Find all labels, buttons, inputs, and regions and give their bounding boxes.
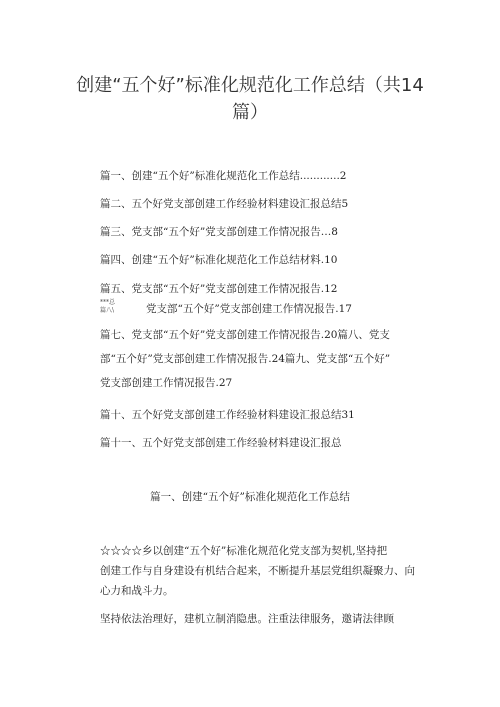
toc-entry-11[interactable]: 篇十一、五个好党支部创建工作经验材料建设汇报总 — [100, 437, 342, 449]
toc-entry-6[interactable]: 党支部“五个好”党支部创建工作情况报告.17 — [146, 303, 352, 315]
toc-entry-8[interactable]: 部“五个好”党支部创建工作情况报告.24篇九、党支部“五个好” — [100, 353, 391, 365]
toc-entry-6-prefix-bottom: 篇八\ — [100, 307, 115, 314]
toc-entry-7[interactable]: 篇七、党支部“五个好”党支部创建工作情况报告.20篇八、党支 — [100, 329, 390, 341]
body-paragraph-line-4: 坚持依法治理好，建机立制消隐患。注重法律服务，邀请法律顾 — [100, 613, 394, 625]
document-title-line-1: 创建“五个好”标准化规范化工作总结（共14 — [76, 75, 424, 96]
toc-entry-4[interactable]: 篇四、创建“五个好”标准化规范化工作总结材料.10 — [100, 254, 338, 266]
toc-entry-5[interactable]: 篇五、党支部“五个好”党支部创建工作情况报告.12 — [100, 283, 338, 295]
toc-entry-10[interactable]: 篇十、五个好党支部创建工作经验材料建设汇报总结31 — [100, 409, 355, 421]
body-paragraph-line-1: ☆☆☆☆乡以创建“五个好”标准化规范化党支部为契机,坚持把 — [100, 545, 388, 557]
toc-entry-9[interactable]: 党支部创建工作情况报告.27 — [100, 377, 233, 389]
body-paragraph-line-2: 创建工作与自身建设有机结合起来，不断提升基层党组织凝聚力、向 — [100, 565, 415, 577]
toc-entry-6-prefix-top: ***总 — [100, 299, 116, 306]
document-title-line-2: 篇） — [232, 102, 268, 123]
section-heading: 篇一、创建“五个好”标准化规范化工作总结 — [150, 491, 350, 503]
toc-entry-2[interactable]: 篇二、五个好党支部创建工作经验材料建设汇报总结5 — [100, 198, 349, 210]
toc-entry-1[interactable]: 篇一、创建“五个好”标准化规范化工作总结............2 — [100, 170, 347, 182]
body-paragraph-line-3: 心力和战斗力。 — [100, 585, 174, 597]
toc-entry-3[interactable]: 篇三、党支部“五个好”党支部创建工作情况报告…8 — [100, 226, 338, 238]
